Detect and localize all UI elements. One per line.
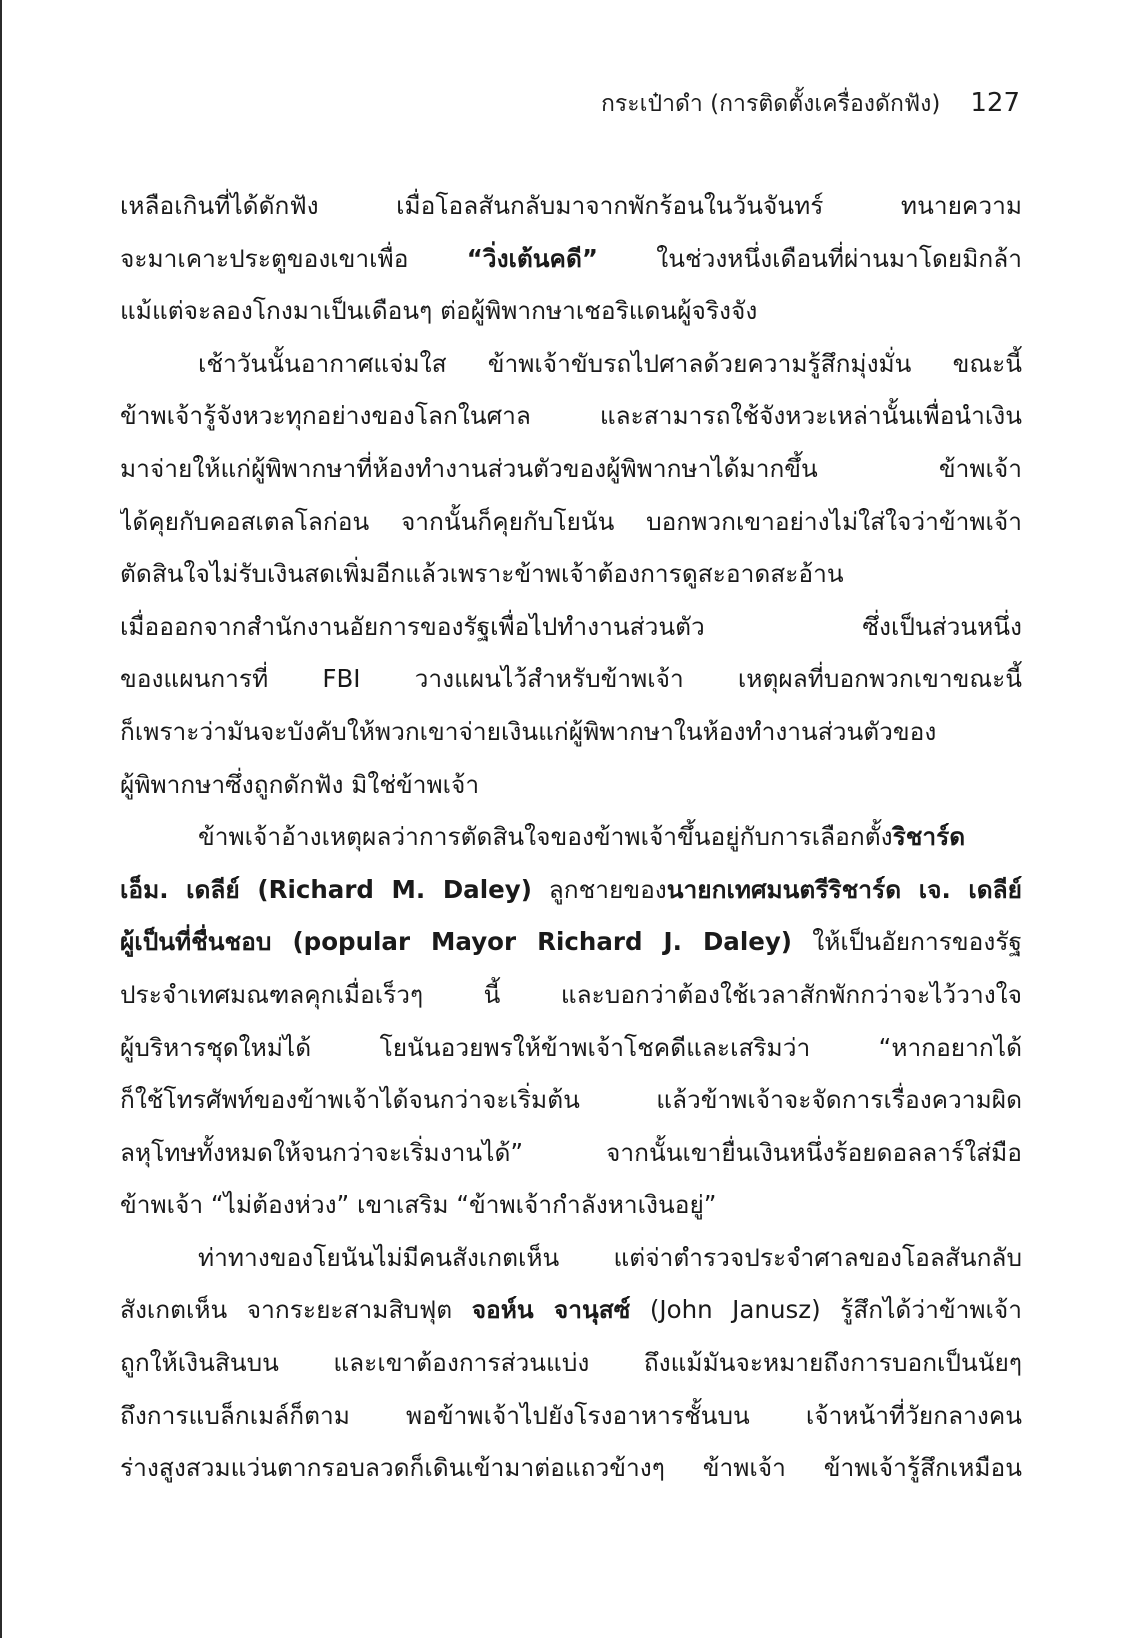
text-span: ในช่วงหนึ่งเดือนที่ผ่านมาโดยมิกล้า [597, 243, 1022, 273]
text-span: ให้เป็นอัยการของรัฐ [792, 927, 1022, 957]
text-span: ข้าพเจ้ารู้จังหวะทุกอย่างของโลกในศาล และสามารถใช้จังหวะเหล่านั้นเพื่อนำเงิน [120, 401, 1022, 431]
text-line [120, 864, 1022, 917]
bold-text: จอห์น จานุสซ์ [471, 1295, 631, 1325]
bold-text: ผู้เป็นที่ชื่นชอบ (popular Mayor Richard J. Daley) [120, 927, 793, 957]
text-line [120, 1390, 1022, 1443]
page-number: 127 [970, 88, 1020, 118]
text-span: แม้แต่จะลองโกงมาเป็นเดือนๆ ต่อผู้พิพากษาเชอริแดนผู้จริงจัง [120, 296, 758, 326]
text-line [120, 443, 1022, 496]
text-line [120, 285, 1022, 338]
text-line [120, 601, 1022, 654]
text-span: ท่าทางของโยนันไม่มีคนสังเกตเห็น แต่จ่าตำรวจประจำศาลของโอลสันกลับ [198, 1242, 1022, 1272]
text-span: ผู้พิพากษาซึ่งถูกดักฟัง มิใช่ข้าพเจ้า [120, 769, 480, 799]
bold-text: “วิ่งเต้นคดี” [466, 243, 598, 273]
text-span: ถึงการแบล็กเมล์ก็ตาม พอข้าพเจ้าไปยังโรงอาหารชั้นบน เจ้าหน้าที่วัยกลางคน [120, 1400, 1022, 1430]
running-title: กระเป๋าดำ (การติดตั้งเครื่องดักฟัง) [600, 91, 941, 117]
text-span: ประจำเทศมณฑลคุกเมื่อเร็วๆ นี้ และบอกว่าต้องใช้เวลาสักพักกว่าจะไว้วางใจ [120, 979, 1022, 1009]
text-line [120, 496, 1022, 549]
bold-text: เอ็ม. เดลีย์ (Richard M. Daley) [120, 874, 532, 904]
text-span: ลหุโทษทั้งหมดให้จนกว่าจะเริ่มงานได้” จากนั้นเขายื่นเงินหนึ่งร้อยดอลลาร์ใส่มือ [120, 1137, 1022, 1167]
text-span: ลูกชายของ [531, 874, 667, 904]
running-header [601, 86, 1020, 122]
text-line [120, 1074, 1022, 1127]
text-line [120, 1179, 1022, 1232]
text-span: ตัดสินใจไม่รับเงินสดเพิ่มอีกแล้วเพราะข้าพเจ้าต้องการดูสะอาดสะอ้าน [120, 559, 844, 589]
bold-text: ริชาร์ด [892, 822, 966, 852]
text-line [120, 1127, 1022, 1180]
text-span: ได้คุยกับคอสเตลโลก่อน จากนั้นก็คุยกับโยนัน บอกพวกเขาอย่างไม่ใส่ใจว่าข้าพเจ้า [120, 506, 1022, 536]
text-span: ผู้บริหารชุดใหม่ได้ โยนันอวยพรให้ข้าพเจ้าโชคดีและเสริมว่า “หากอยากได้ [120, 1032, 1022, 1062]
text-span: สังเกตเห็น จากระยะสามสิบฟุต [120, 1295, 472, 1325]
text-line [120, 548, 1022, 601]
text-line [120, 1442, 1022, 1495]
text-span: (John Janusz) รู้สึกได้ว่าข้าพเจ้า [630, 1295, 1022, 1325]
text-line [120, 180, 1022, 233]
bold-text: นายกเทศมนตรีริชาร์ด เจ. เดลีย์ [666, 874, 1022, 904]
text-span: ถูกให้เงินสินบน และเขาต้องการส่วนแบ่ง ถึงแม้มันจะหมายถึงการบอกเป็นนัยๆ [120, 1348, 1022, 1378]
page-edge-line [0, 0, 2, 1638]
text-span: ข้าพเจ้าอ้างเหตุผลว่าการตัดสินใจของข้าพเจ้าขึ้นอยู่กับการเลือกตั้ง [198, 822, 893, 852]
text-line [120, 233, 1022, 286]
body-text [120, 180, 1022, 1495]
text-span: มาจ่ายให้แก่ผู้พิพากษาที่ห้องทำงานส่วนตัวของผู้พิพากษาได้มากขึ้น ข้าพเจ้า [120, 453, 1022, 483]
text-line [120, 759, 1022, 812]
text-span: ร่างสูงสวมแว่นตากรอบลวดก็เดินเข้ามาต่อแถวข้างๆ ข้าพเจ้า ข้าพเจ้ารู้สึกเหมือน [120, 1453, 1022, 1483]
text-span: เหลือเกินที่ได้ดักฟัง เมื่อโอลสันกลับมาจากพักร้อนในวันจันทร์ ทนายความ [120, 191, 1022, 220]
text-line [120, 1232, 1022, 1285]
text-span: ของแผนการที่ FBI วางแผนไว้สำหรับข้าพเจ้า เหตุผลที่บอกพวกเขาขณะนี้ [120, 664, 1022, 694]
text-span: เมื่อออกจากสำนักงานอัยการของรัฐเพื่อไปทำงานส่วนตัว ซึ่งเป็นส่วนหนึ่ง [120, 611, 1022, 641]
text-line [120, 338, 1022, 391]
text-span: ก็ใช้โทรศัพท์ของข้าพเจ้าได้จนกว่าจะเริ่มต้น แล้วข้าพเจ้าจะจัดการเรื่องความผิด [120, 1085, 1022, 1115]
text-line [120, 1337, 1022, 1390]
text-line [120, 811, 1022, 864]
text-span: ก็เพราะว่ามันจะบังคับให้พวกเขาจ่ายเงินแก่ผู้พิพากษาในห้องทำงานส่วนตัวของ [120, 716, 937, 746]
text-line [120, 969, 1022, 1022]
text-line [120, 1284, 1022, 1337]
text-line [120, 1022, 1022, 1075]
text-span: เช้าวันนั้นอากาศแจ่มใส ข้าพเจ้าขับรถไปศาลด้วยความรู้สึกมุ่งมั่น ขณะนี้ [198, 348, 1022, 378]
text-line [120, 653, 1022, 706]
text-span: จะมาเคาะประตูของเขาเพื่อ [120, 243, 467, 273]
text-span: ข้าพเจ้า “ไม่ต้องห่วง” เขาเสริม “ข้าพเจ้ากำลังหาเงินอยู่” [120, 1190, 717, 1220]
text-line [120, 706, 1022, 759]
text-line [120, 916, 1022, 969]
text-line [120, 390, 1022, 443]
